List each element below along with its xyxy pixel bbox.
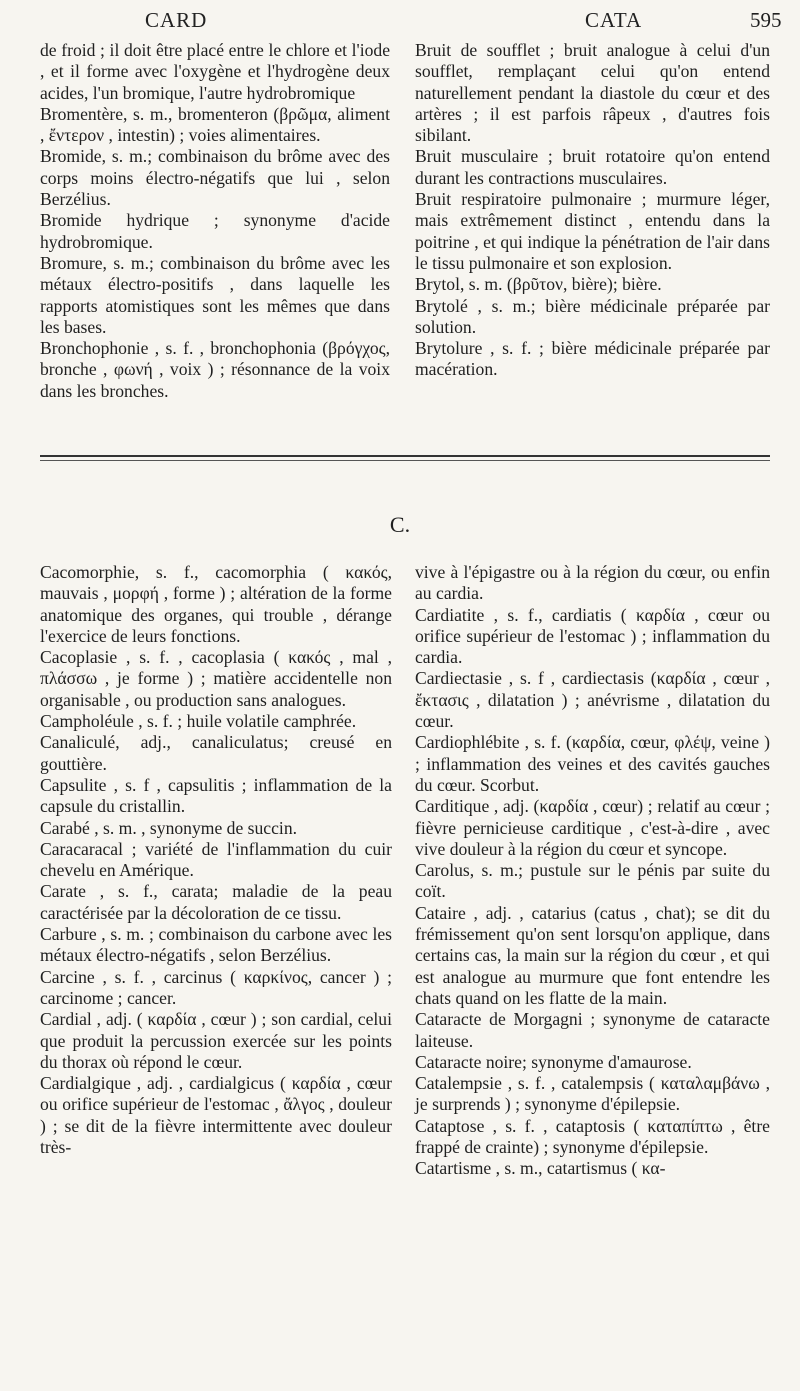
entry: Cataptose , s. f. , cataptosis ( καταπίπτω , être frappé de crainte) ; synonyme d'épilepsie.: [415, 1115, 770, 1158]
entry: Cardial , adj. ( καρδία , cœur ) ; son cardial, celui que produit la percussion exercée sur les points du thorax où répond le cœur.: [40, 1009, 392, 1072]
entry: Cacoplasie , s. f. , cacoplasia ( κακός , mal , πλάσσω , je forme ) ; matière accidentelle non organisable , ou production sans analogues.: [40, 647, 392, 710]
entry: Bruit musculaire ; bruit rotatoire qu'on entend durant les contractions musculaires.: [415, 146, 770, 188]
section-heading: C.: [389, 512, 411, 537]
entry: Carcine , s. f. , carcinus ( καρκίνος, cancer ) ; carcinome ; cancer.: [40, 966, 392, 1008]
entry: Carabé , s. m. , synonyme de succin.: [40, 817, 298, 838]
column-right-top: [415, 40, 770, 381]
section-divider: [40, 455, 770, 457]
entry: Bruit de soufflet ; bruit analogue à celui d'un soufflet, remplaçant celui qu'on entend naturellement pendant la diastole du cœur et des artères ; il est parfois râpeux , d'autres fois sibilant.: [415, 40, 770, 146]
entry: Cardiatite , s. f., cardiatis ( καρδία , cœur ou orifice supérieur de l'estomac ) ; inflammation du cardia.: [415, 604, 770, 668]
entry: Catartisme , s. m., catartismus ( κα-: [415, 1158, 666, 1179]
column-right-bottom: [415, 562, 770, 1180]
entry: Cataracte de Morgagni ; synonyme de cataracte laiteuse.: [415, 1009, 770, 1051]
entry: Cardiectasie , s. f , cardiectasis (καρδία , cœur , ἔκτασις , dilatation ) ; anévrisme , dilatation du cœur.: [415, 668, 770, 732]
entry: Bromure, s. m.; combinaison du brôme avec les métaux électro-positifs , dans laquelle les rapports atomistiques sont les mêmes que dans les bases.: [40, 252, 390, 337]
running-head-right: CATA: [585, 8, 643, 32]
entry: Carditique , adj. (καρδία , cœur) ; relatif au cœur ; fièvre pernicieuse carditique , c'est-à-dire , avec vive douleur à la région du cœur et syncope.: [415, 796, 770, 859]
entry: vive à l'épigastre ou à la région du cœur, ou enfin au cardia.: [415, 562, 770, 604]
entry: de froid ; il doit être placé entre le chlore et l'iode , et il forme avec l'oxygène et l'hydrogène deux acides, l'un bromique, l'autre hydrobromique: [40, 40, 390, 103]
column-left-top: [40, 40, 390, 402]
entry: Carbure , s. m. ; combinaison du carbone avec les métaux électro-négatifs , selon Berzélius.: [40, 924, 392, 966]
entry: Cataire , adj. , catarius (catus , chat); se dit du frémissement qu'on sent lorsqu'on applique, dans certains cas, la main sur la région du cœur , et qui est analogue au murmure que font entendre les chats quand on les flatte de la main.: [415, 902, 770, 1008]
entry: Campholéule , s. f. ; huile volatile camphrée.: [40, 711, 357, 732]
entry: Brytol, s. m. (βρῦτον, bière); bière.: [415, 274, 662, 295]
entry: Catalempsie , s. f. , catalempsis ( καταλαμβάνω , je surprends ) ; synonyme d'épilepsie.: [415, 1073, 770, 1115]
entry: Bronchophonie , s. f. , bronchophonia (βρόγχος, bronche , φωνή , voix ) ; résonnance de la voix dans les bronches.: [40, 338, 390, 401]
entry: Bruit respiratoire pulmonaire ; murmure léger, mais extrêmement distinct , entendu dans la poitrine , et qui indique la pénétration de l'air dans le tissu pulmonaire et son explosion.: [415, 189, 770, 273]
entry: Cardiophlébite , s. f. (καρδία, cœur, φλέψ, veine ) ; inflammation des veines et des cavités gauches du cœur. Scorbut.: [415, 732, 770, 795]
entry: Canaliculé, adj., canaliculatus; creusé en gouttière.: [40, 732, 392, 774]
entry: Capsulite , s. f , capsulitis ; inflammation de la capsule du cristallin.: [40, 774, 392, 817]
column-left-bottom: [40, 562, 392, 1158]
entry: Bromide hydrique ; synonyme d'acide hydrobromique.: [40, 210, 390, 252]
running-head-left: CARD: [145, 8, 208, 32]
entry: Cataracte noire; synonyme d'amaurose.: [415, 1051, 692, 1072]
entry: Brytolé , s. m.; bière médicinale préparée par solution.: [415, 295, 770, 337]
entry: Caracaracal ; variété de l'inflammation du cuir chevelu en Amérique.: [40, 838, 392, 881]
entry: Cacomorphie, s. f., cacomorphia ( κακός, mauvais , μορφή , forme ) ; altération de la forme anatomique des organes, qui trouble , dérange l'exercice de leurs fonctions.: [40, 562, 392, 646]
entry: Carate , s. f., carata; maladie de la peau caractérisée par la décoloration de ce tissu.: [40, 881, 392, 923]
section-divider-thin: [40, 460, 770, 461]
entry: Cardialgique , adj. , cardialgicus ( καρδία , cœur ou orifice supérieur de l'estomac , ἄλγος , douleur ) ; se dit de la fièvre intermittente avec douleur très-: [40, 1073, 392, 1158]
entry: Bromentère, s. m., bromenteron (βρῶμα, aliment , ἔντερον , intestin) ; voies alimentaires.: [40, 103, 390, 146]
entry: Brytolure , s. f. ; bière médicinale préparée par macération.: [415, 338, 770, 380]
entry: Carolus, s. m.; pustule sur le pénis par suite du coït.: [415, 860, 770, 902]
entry: Bromide, s. m.; combinaison du brôme avec des corps moins électro-négatifs que lui , selon Berzélius.: [40, 146, 390, 210]
page-number: 595: [750, 8, 782, 32]
